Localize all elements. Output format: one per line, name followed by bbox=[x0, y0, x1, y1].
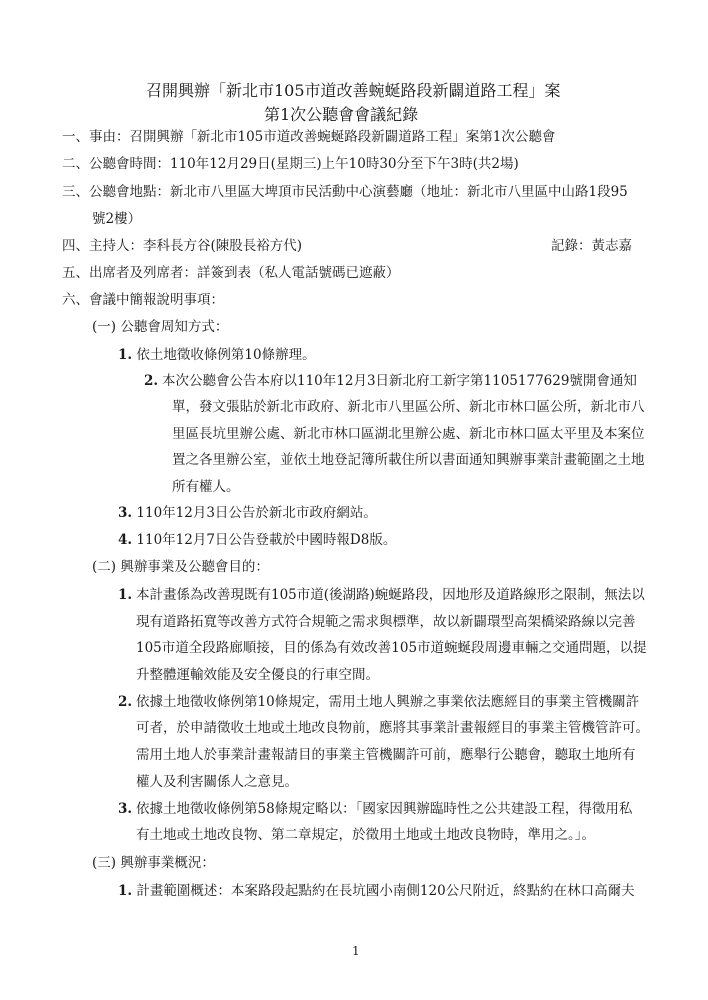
item-label: 出席者及列席者： bbox=[89, 265, 197, 281]
section-2-point-3-number bbox=[118, 799, 132, 819]
item-5 bbox=[62, 263, 400, 283]
item-number: 三、 bbox=[62, 184, 89, 200]
section-2-point-2-line-2: 可者，於申請徵收土地或土地改良物前，應將其事業計畫報經目的事業主管機管許可。 bbox=[136, 720, 649, 736]
item-text: 詳簽到表（私人電話號碼已遮蔽） bbox=[197, 265, 400, 281]
section-1-point-2-line-5: 所有權人。 bbox=[172, 479, 240, 495]
section-2-point-2-number bbox=[118, 692, 132, 712]
section-2-point-1-line-1: 本計畫係為改善現既有105市道(後湖路)蜿蜒路段，因地形及道路線形之限制，無法以 bbox=[136, 587, 645, 603]
point-number: 3. bbox=[118, 505, 133, 521]
section-3-point-1 bbox=[118, 881, 635, 901]
section-1-point-2-line-2: 單，發文張貼於新北市政府、新北市八里區公所、新北市林口區公所，新北市八 bbox=[172, 399, 645, 415]
item-3-continuation: 號2樓） bbox=[92, 211, 142, 227]
item-label: 公聽會時間： bbox=[89, 156, 170, 172]
point-number: 4. bbox=[118, 532, 133, 548]
point-number: 2. bbox=[144, 373, 159, 389]
section-1-point-3 bbox=[118, 503, 377, 523]
item-number: 六、 bbox=[62, 292, 89, 308]
section-2-point-1-line-4: 升整體運輸效能及安全優良的行車空間。 bbox=[136, 667, 379, 683]
item-2 bbox=[62, 154, 519, 174]
section-1-point-2-line-3: 里區長坑里辦公處、新北市林口區湖北里辦公處、新北市林口區太平里及本案位 bbox=[172, 426, 645, 442]
section-1-point-2-line-1: 本次公聽會公告本府以110年12月3日新北府工新字第1105177629號開會通知 bbox=[162, 373, 637, 389]
item-6 bbox=[62, 290, 224, 310]
point-number: 1. bbox=[118, 347, 133, 363]
point-number: 3. bbox=[118, 801, 133, 817]
point-text: 110年12月3日公告於新北市政府網站。 bbox=[136, 505, 377, 521]
point-number: 1. bbox=[118, 883, 133, 899]
recorder-name: 記錄：黃志嘉 bbox=[551, 238, 632, 254]
section-2-point-3-line-1: 依據土地徵收條例第58條規定略以：「國家因興辦臨時性之公共建設工程，得徵用私 bbox=[136, 801, 633, 817]
section-2-point-2-line-3: 需用土地人於事業計畫報請目的事業主管機關許可前，應舉行公聽會，聽取土地所有 bbox=[136, 747, 636, 763]
item-label: 事由： bbox=[89, 129, 130, 145]
section-2-point-2-line-4: 權人及利害關係人之意見。 bbox=[136, 774, 298, 790]
point-text: 110年12月7日公告登載於中國時報D8版。 bbox=[136, 532, 397, 548]
section-1-point-2-number bbox=[144, 371, 158, 391]
item-number: 四、 bbox=[62, 238, 89, 254]
item-number: 一、 bbox=[62, 129, 89, 145]
item-number: 二、 bbox=[62, 156, 89, 172]
item-number: 五、 bbox=[62, 265, 89, 281]
item-text: 召開興辦「新北市105市道改善蜿蜒路段新闢道路工程」案第1次公聽會 bbox=[129, 129, 556, 145]
section-1-point-2-line-4: 置之各里辦公室，並依土地登記簿所載住所以書面通知興辦事業計畫範圍之土地 bbox=[172, 452, 645, 468]
section-2-point-1-line-2: 現有道路拓寬等改善方式符合規範之需求與標準，故以新闢環型高架橋梁路線以完善 bbox=[136, 614, 636, 630]
doc-title-line-2: 第1次公聽會會議紀錄 bbox=[264, 105, 419, 124]
point-number: 2. bbox=[118, 694, 133, 710]
item-4 bbox=[62, 236, 302, 256]
point-text: 計畫範圍概述：本案路段起點約在長坑國小南側120公尺附近，終點約在林口高爾夫 bbox=[136, 883, 635, 899]
point-number: 1. bbox=[118, 587, 133, 603]
section-2-point-1-number bbox=[118, 585, 132, 605]
item-1 bbox=[62, 127, 555, 147]
section-1-point-4 bbox=[118, 530, 396, 550]
section-2-point-1-line-3: 105市道全段路廊順接，目的係為有效改善105市道蜿蜒段周邊車輛之交通問題，以提 bbox=[136, 640, 647, 656]
section-1-heading: (一) 公聽會周知方式： bbox=[92, 319, 229, 335]
page-number: 1 bbox=[352, 944, 360, 958]
item-label: 主持人： bbox=[89, 238, 143, 254]
section-3-heading: (三) 興辦事業概況： bbox=[92, 855, 215, 871]
item-label: 公聽會地點： bbox=[89, 184, 170, 200]
section-2-point-3-line-2: 有土地或土地改良物、第二章規定，於徵用土地或土地改良物時，準用之。」。 bbox=[136, 827, 595, 843]
item-text: 新北市八里區大埤頂市民活動中心演藝廳（地址：新北市八里區中山路1段95 bbox=[170, 184, 628, 200]
item-text: 李科長方谷(陳股長裕方代) bbox=[143, 238, 303, 254]
section-2-point-2-line-1: 依據土地徵收條例第10條規定，需用土地人興辦之事業依法應經目的事業主管機關許 bbox=[136, 694, 640, 710]
doc-title-line-1: 召開興辦「新北市105市道改善蜿蜒路段新闢道路工程」案 bbox=[146, 81, 561, 100]
item-label: 會議中簡報說明事項： bbox=[89, 292, 224, 308]
section-2-heading: (二) 興辦事業及公聽會目的： bbox=[92, 559, 269, 575]
item-text: 110年12月29日(星期三)上午10時30分至下午3時(共2場) bbox=[170, 156, 519, 172]
item-3 bbox=[62, 182, 628, 202]
point-text: 依土地徵收條例第10條辦理。 bbox=[136, 347, 316, 363]
section-1-point-1 bbox=[118, 345, 316, 365]
